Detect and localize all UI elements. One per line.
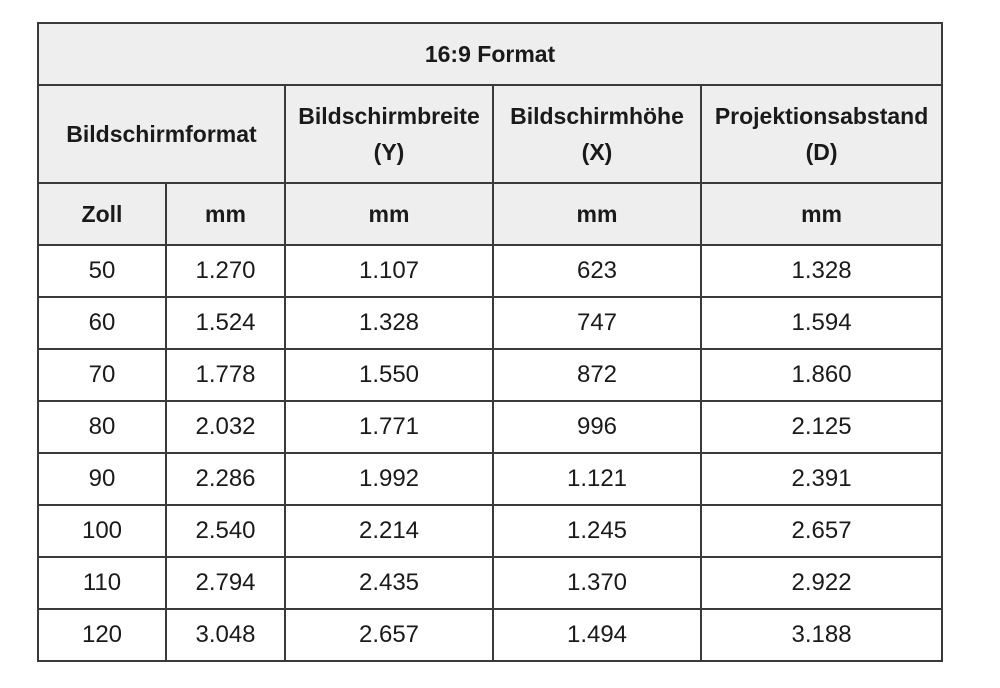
cell-size-inch: 50: [38, 245, 166, 297]
header-screen-height-symbol: (X): [581, 139, 613, 165]
cell-width: 1.550: [285, 349, 493, 401]
cell-height: 872: [493, 349, 701, 401]
header-projection-distance-label: Projektionsabstand: [714, 103, 929, 129]
table-unit-row: [38, 183, 942, 245]
cell-size-mm: 2.286: [166, 453, 285, 505]
cell-width: 2.657: [285, 609, 493, 661]
cell-height: 747: [493, 297, 701, 349]
table-row: [38, 297, 942, 349]
header-screen-height-label: Bildschirmhöhe: [510, 103, 684, 129]
cell-height: 996: [493, 401, 701, 453]
cell-height: 1.121: [493, 453, 701, 505]
table-title: 16:9 Format: [38, 23, 942, 85]
cell-distance: 2.922: [701, 557, 942, 609]
cell-size-mm: 1.524: [166, 297, 285, 349]
unit-cell-mm: mm: [285, 183, 493, 245]
table-row: [38, 245, 942, 297]
cell-distance: 2.657: [701, 505, 942, 557]
table-row: [38, 557, 942, 609]
cell-size-mm: 2.794: [166, 557, 285, 609]
header-screen-width-label: Bildschirmbreite: [298, 103, 480, 129]
header-screen-width: [285, 85, 493, 183]
cell-height: 1.245: [493, 505, 701, 557]
unit-cell-inch: Zoll: [38, 183, 166, 245]
cell-width: 1.328: [285, 297, 493, 349]
cell-width: 1.107: [285, 245, 493, 297]
cell-height: 623: [493, 245, 701, 297]
projection-size-table: [37, 22, 943, 662]
cell-size-inch: 120: [38, 609, 166, 661]
cell-size-inch: 110: [38, 557, 166, 609]
cell-size-mm: 3.048: [166, 609, 285, 661]
cell-size-mm: 1.778: [166, 349, 285, 401]
cell-size-mm: 2.540: [166, 505, 285, 557]
cell-width: 2.435: [285, 557, 493, 609]
table-row: [38, 453, 942, 505]
cell-size-mm: 2.032: [166, 401, 285, 453]
cell-size-mm: 1.270: [166, 245, 285, 297]
table-row: [38, 349, 942, 401]
cell-size-inch: 80: [38, 401, 166, 453]
table-title-row: [38, 23, 942, 85]
cell-distance: 2.391: [701, 453, 942, 505]
header-screen-format: Bildschirmformat: [38, 85, 285, 183]
cell-width: 1.771: [285, 401, 493, 453]
table-header-row: [38, 85, 942, 183]
cell-distance: 1.328: [701, 245, 942, 297]
cell-distance: 3.188: [701, 609, 942, 661]
cell-width: 1.992: [285, 453, 493, 505]
cell-distance: 1.594: [701, 297, 942, 349]
cell-size-inch: 60: [38, 297, 166, 349]
cell-size-inch: 100: [38, 505, 166, 557]
cell-width: 2.214: [285, 505, 493, 557]
cell-distance: 1.860: [701, 349, 942, 401]
cell-height: 1.494: [493, 609, 701, 661]
table-row: [38, 401, 942, 453]
header-projection-distance: [701, 85, 942, 183]
cell-height: 1.370: [493, 557, 701, 609]
header-screen-height: [493, 85, 701, 183]
unit-cell-mm: mm: [701, 183, 942, 245]
cell-size-inch: 70: [38, 349, 166, 401]
unit-cell-mm: mm: [166, 183, 285, 245]
header-projection-distance-symbol: (D): [805, 139, 838, 165]
table-row: [38, 609, 942, 661]
unit-cell-mm: mm: [493, 183, 701, 245]
cell-distance: 2.125: [701, 401, 942, 453]
cell-size-inch: 90: [38, 453, 166, 505]
table-row: [38, 505, 942, 557]
header-screen-width-symbol: (Y): [373, 139, 405, 165]
